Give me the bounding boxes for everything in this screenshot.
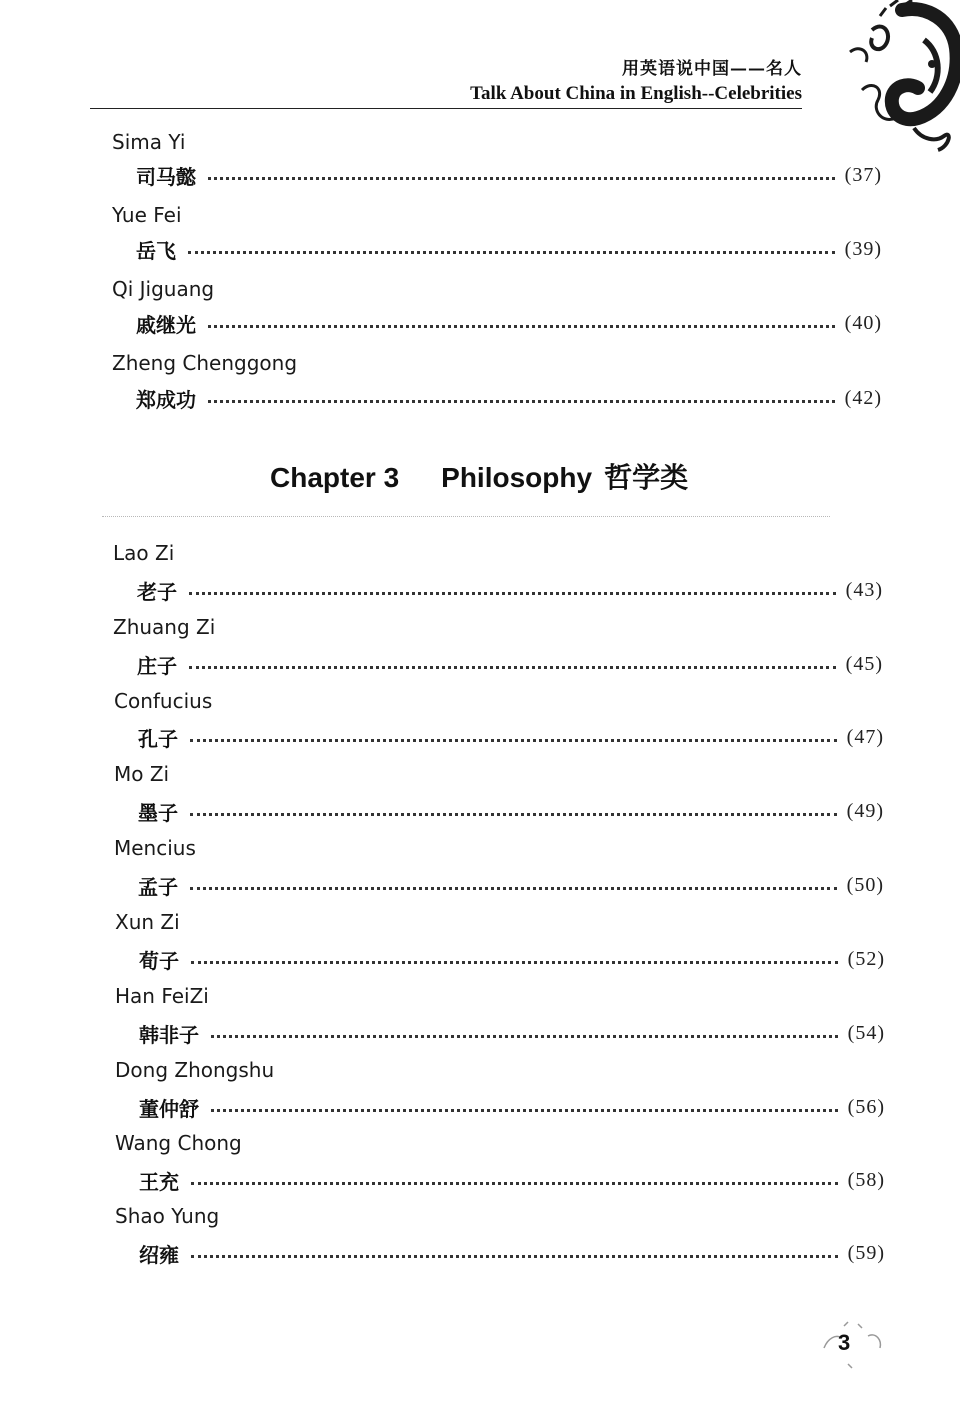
dot-leader: [190, 739, 837, 742]
toc-entry-row[interactable]: [139, 1166, 885, 1194]
toc-page-number: (58): [847, 1168, 885, 1191]
running-header: [470, 58, 802, 106]
dot-leader: [191, 961, 838, 964]
toc-entry-cn: 绍雍: [139, 1242, 179, 1267]
toc-entry-cn: 岳飞: [136, 238, 176, 263]
toc-entry-row[interactable]: [139, 945, 885, 973]
page-number: 3: [838, 1330, 851, 1355]
toc-entry-cn: 戚继光: [136, 312, 196, 337]
toc-entry-cn: 董仲舒: [139, 1096, 199, 1121]
dot-leader: [208, 177, 835, 180]
toc-entry-en: Yue Fei: [112, 203, 182, 227]
toc-entry-cn: 荀子: [139, 948, 179, 973]
dot-leader: [211, 1035, 838, 1038]
chapter-number: Chapter 3: [270, 462, 400, 493]
chapter-title-cn: 哲学类: [604, 461, 689, 494]
dot-leader: [208, 400, 835, 403]
toc-page-number: (59): [847, 1241, 885, 1264]
dot-leader: [188, 251, 835, 254]
toc-page-number: (50): [846, 873, 884, 896]
toc-entry-row[interactable]: [136, 161, 882, 189]
toc-entry-row[interactable]: [137, 576, 883, 604]
toc-entry-en: Shao Yung: [115, 1204, 220, 1228]
toc-page-number: (45): [845, 652, 883, 675]
toc-entry-cn: 孔子: [138, 726, 178, 751]
toc-entry-en: Zheng Chenggong: [112, 351, 298, 375]
dot-leader: [191, 1182, 838, 1185]
dragon-ornament-icon: [832, 0, 960, 160]
toc-page-number: (56): [847, 1095, 885, 1118]
header-rule: [90, 108, 802, 109]
toc-page-number: (40): [844, 311, 882, 334]
chapter-heading: [270, 456, 688, 496]
page-ornament-icon: [818, 1318, 888, 1372]
toc-entry-cn: 孟子: [138, 874, 178, 899]
toc-page-number: (39): [844, 237, 882, 260]
toc-entry-row[interactable]: [138, 797, 884, 825]
header-title-cn: 用英语说中国——名人: [622, 59, 802, 79]
dot-leader: [208, 325, 835, 328]
toc-entry-en: Zhuang Zi: [113, 615, 216, 639]
toc-entry-cn: 王充: [139, 1169, 179, 1194]
chapter-title: Philosophy: [441, 462, 593, 493]
dot-leader: [211, 1109, 838, 1112]
toc-page-number: (43): [845, 578, 883, 601]
toc-entry-en: Wang Chong: [115, 1131, 242, 1155]
toc-entry-en: Dong Zhongshu: [115, 1058, 275, 1082]
toc-entry-row[interactable]: [138, 723, 884, 751]
toc-entry-cn: 墨子: [138, 800, 178, 825]
toc-entry-en: Xun Zi: [115, 910, 180, 934]
dot-leader: [189, 666, 836, 669]
toc-entry-cn: 司马懿: [136, 164, 196, 189]
chapter-divider: [102, 516, 830, 517]
toc-entry-cn: 韩非子: [139, 1022, 199, 1047]
toc-entry-cn: 老子: [137, 579, 177, 604]
toc-entry-row[interactable]: [136, 309, 882, 337]
dot-leader: [189, 592, 836, 595]
toc-entry-en: Han FeiZi: [115, 984, 209, 1008]
toc-entry-row[interactable]: [139, 1093, 885, 1121]
toc-page-number: (49): [846, 799, 884, 822]
header-title-en: Talk About China in English--Celebrities: [470, 83, 802, 104]
toc-page-number: (37): [844, 163, 882, 186]
toc-entry-en: Lao Zi: [113, 541, 175, 565]
toc-page-number: (52): [847, 947, 885, 970]
toc-entry-en: Mencius: [114, 836, 196, 860]
toc-entry-en: Confucius: [114, 689, 213, 713]
toc-page-number: (42): [844, 386, 882, 409]
toc-entry-en: Sima Yi: [112, 130, 186, 154]
toc-entry-cn: 庄子: [137, 653, 177, 678]
toc-entry-row[interactable]: [139, 1019, 885, 1047]
dot-leader: [190, 887, 837, 890]
toc-entry-row[interactable]: [138, 871, 884, 899]
toc-entry-cn: 郑成功: [136, 387, 196, 412]
toc-entry-row[interactable]: [136, 384, 882, 412]
toc-entry-en: Mo Zi: [114, 762, 170, 786]
toc-page-number: (54): [847, 1021, 885, 1044]
dot-leader: [190, 813, 837, 816]
toc-entry-en: Qi Jiguang: [112, 277, 215, 301]
toc-entry-row[interactable]: [136, 235, 882, 263]
toc-entry-row[interactable]: [139, 1239, 885, 1267]
dot-leader: [191, 1255, 838, 1258]
toc-entry-row[interactable]: [137, 650, 883, 678]
toc-page-number: (47): [846, 725, 884, 748]
